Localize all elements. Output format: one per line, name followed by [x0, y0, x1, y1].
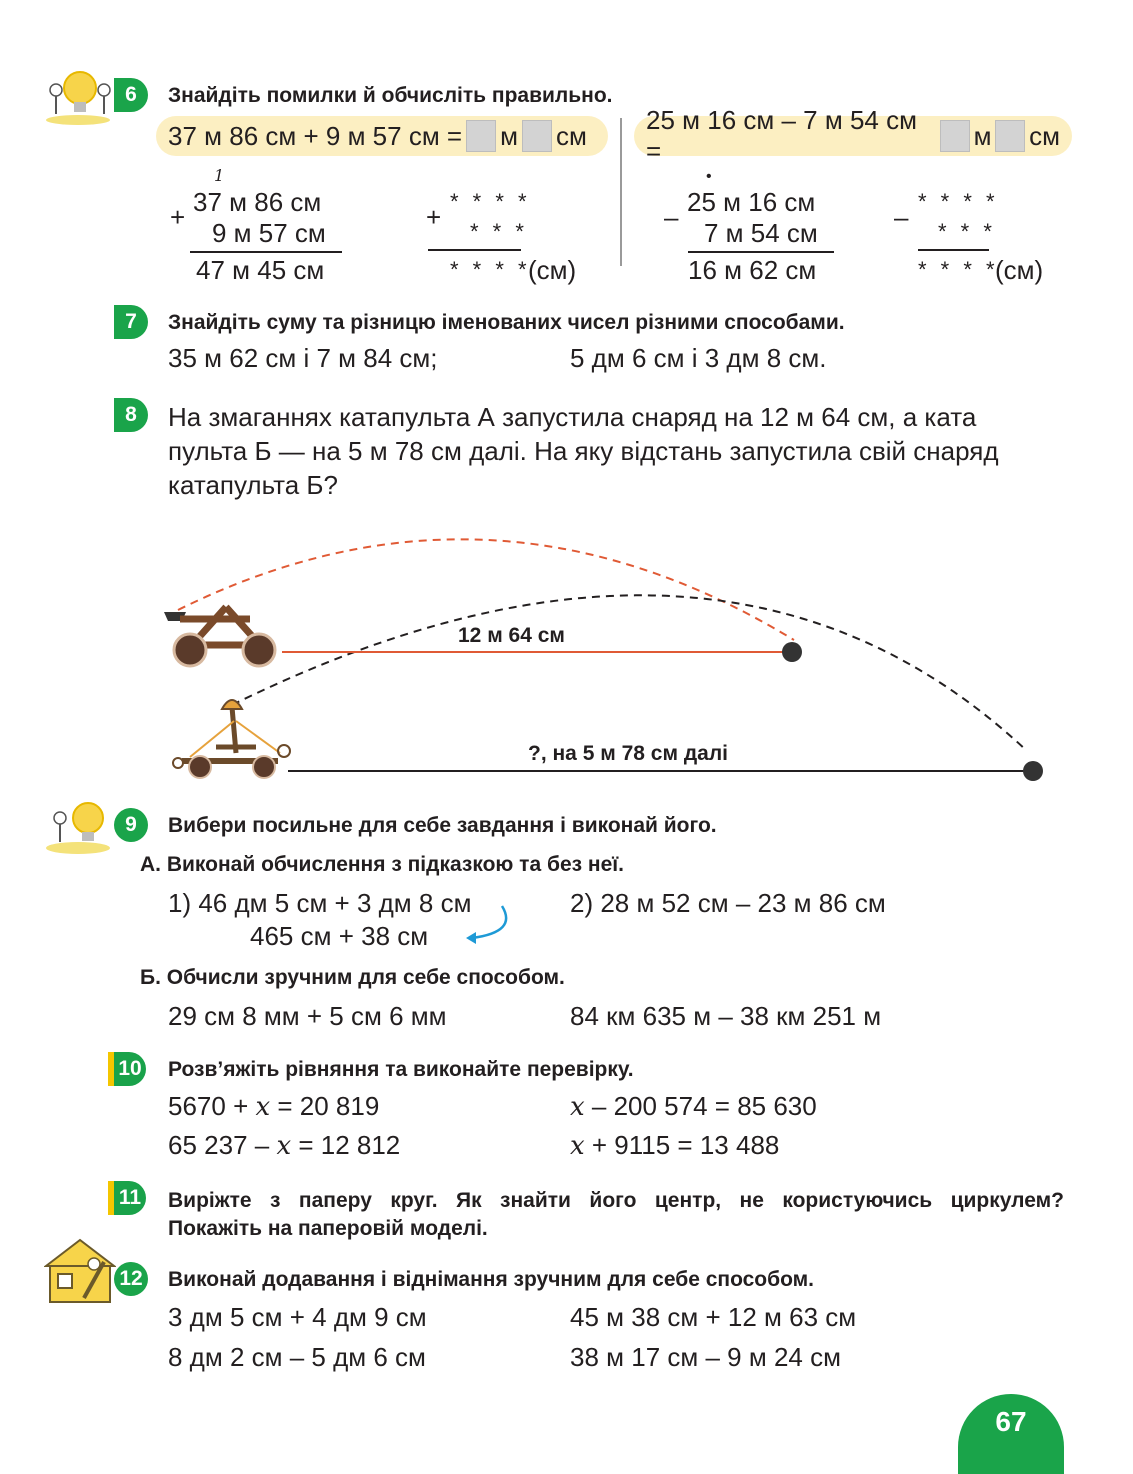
task-12-b2: 38 м 17 см – 9 м 24 см: [570, 1342, 841, 1372]
sum-line: [428, 249, 521, 251]
placeholder-digits: * * * *: [450, 189, 531, 214]
borrow-dot: •: [706, 168, 712, 185]
answer-box-m[interactable]: [940, 120, 970, 152]
minuend: 25 м 16 см: [687, 187, 816, 217]
task-6-right-expression: 25 м 16 см – 7 м 54 см = м см: [634, 116, 1072, 156]
distance-label-a: 12 м 64 см: [458, 624, 565, 647]
plus-sign: +: [426, 202, 442, 232]
task-12-a1: 3 дм 5 см + 4 дм 9 см: [168, 1302, 427, 1332]
task-9-b1: 29 см 8 мм + 5 см 6 мм: [168, 1001, 447, 1031]
answer-box-cm[interactable]: [995, 120, 1025, 152]
task-12-b1: 8 дм 2 см – 5 дм 6 см: [168, 1342, 426, 1372]
trajectory-b: [232, 595, 1026, 750]
catapult-b-icon: [173, 700, 290, 778]
answer-box-cm[interactable]: [522, 120, 552, 152]
difference-line: [918, 249, 989, 251]
page-number: 67: [958, 1394, 1064, 1474]
task-7-title: Знайдіть суму та різницю іменованих чисел різними способами.: [168, 311, 845, 334]
task-number-9: 9: [114, 808, 148, 842]
equation-1: 5670 + x = 20 819: [168, 1091, 380, 1122]
unit-label: (см): [528, 255, 577, 285]
placeholder-digits: * * *: [938, 219, 996, 244]
task-number-10: 10: [108, 1052, 146, 1086]
landing-point-b: [1023, 761, 1043, 781]
task-9-a2: 2) 28 м 52 см – 23 м 86 см: [570, 888, 886, 918]
task-number-7: 7: [114, 305, 148, 339]
equation-2: x – 200 574 = 85 630: [570, 1091, 817, 1122]
plus-sign: +: [170, 202, 186, 232]
subtrahend: 7 м 54 см: [704, 218, 818, 248]
placeholder-digits: * * *: [470, 219, 528, 244]
task-6-left-expression: 37 м 86 см + 9 м 57 см = м см: [156, 116, 608, 156]
lightbulb-team-icon: [42, 66, 114, 126]
catapult-a-icon: [164, 607, 275, 666]
carry-digit: 1: [214, 166, 225, 185]
task-number-12: 12: [114, 1262, 148, 1296]
task-9-a-title: А. Виконай обчислення з підказкою та без неї.: [140, 853, 624, 876]
sum-line: [190, 251, 342, 253]
task-9-a1-hint: 465 см + 38 см: [250, 921, 429, 951]
divider: [620, 118, 622, 266]
task-12-a2: 45 м 38 см + 12 м 63 см: [570, 1302, 857, 1332]
unit-label: (см): [995, 255, 1044, 285]
task-number-6: 6: [114, 78, 148, 112]
placeholder-digits: * * * *: [450, 257, 531, 282]
equation-3: 65 237 – x = 12 812: [168, 1130, 401, 1161]
task-8-text: На змаганнях катапульта А запустила снаряд на 12 м 64 см, а ката пульта Б — на 5 м 78 см далі. На яку відстань запустила свій снаряд катапульта Б?: [168, 402, 999, 500]
placeholder-digits: * * * *: [918, 257, 999, 282]
task-12-title: Виконай додавання і віднімання зручним для себе способом.: [168, 1268, 815, 1291]
task-11-text: Виріжте з паперу круг. Як знайти його центр, не користуючись циркулем? Покажіть на паперовій моделі.: [168, 1189, 1064, 1240]
task-9-b2: 84 км 635 м – 38 км 251 м: [570, 1001, 882, 1031]
house-pencil-icon: [44, 1236, 116, 1306]
minus-sign: –: [664, 202, 679, 232]
task-6-title: Знайдіть помилки й обчисліть правильно.: [168, 84, 613, 107]
task-9-a1: 1) 46 дм 5 см + 3 дм 8 см: [168, 888, 472, 918]
task-7-pair-1: 35 м 62 см і 7 м 84 см;: [168, 343, 438, 373]
hint-arrow-icon: [462, 902, 514, 948]
task-number-8: 8: [114, 398, 148, 432]
placeholder-digits: * * * *: [918, 189, 999, 214]
wrong-sum: 47 м 45 см: [196, 255, 325, 285]
lightbulb-thinker-icon: [42, 796, 114, 856]
task-9-title: Вибери посильне для себе завдання і виконай його.: [168, 814, 717, 837]
task-10-title: Розв’яжіть рівняння та виконайте перевірку.: [168, 1058, 634, 1081]
task-9-b-title: Б. Обчисли зручним для себе способом.: [140, 966, 565, 989]
landing-point-a: [782, 642, 802, 662]
difference-line: [688, 251, 834, 253]
task-number-11: 11: [108, 1181, 146, 1215]
addend-2: 9 м 57 см: [212, 218, 326, 248]
equation-4: x + 9115 = 13 488: [570, 1130, 780, 1161]
task-7-pair-2: 5 дм 6 см і 3 дм 8 см.: [570, 343, 827, 373]
wrong-difference: 16 м 62 см: [688, 255, 817, 285]
answer-box-m[interactable]: [466, 120, 496, 152]
addend-1: 37 м 86 см: [193, 187, 322, 217]
distance-label-b: ?, на 5 м 78 см далі: [528, 742, 729, 765]
minus-sign: –: [894, 202, 909, 232]
